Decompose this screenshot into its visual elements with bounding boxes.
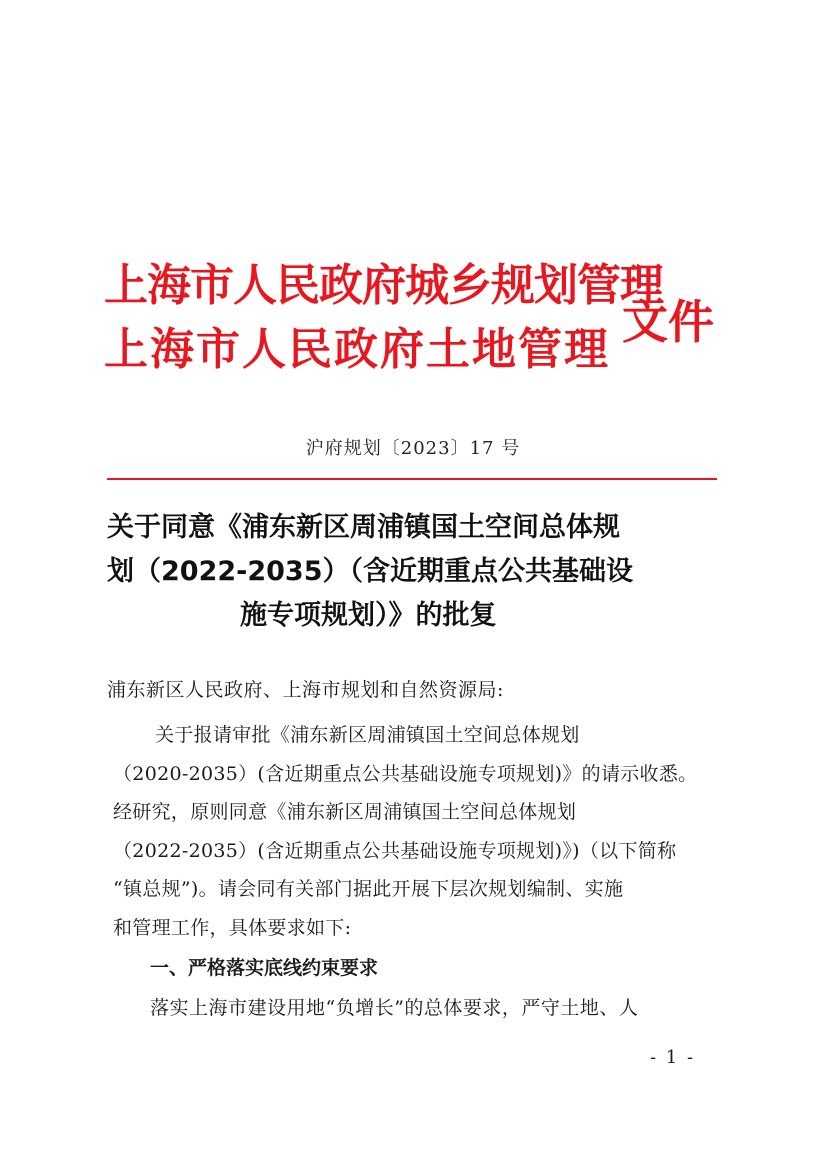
- issuer-line-1: 上海市人民政府城乡规划管理: [104, 260, 663, 311]
- doc-type-label: 文件: [622, 295, 714, 349]
- title-line-2: 划（2022-2035）（含近期重点公共基础设: [107, 556, 633, 587]
- page-number: - 1 -: [650, 1047, 696, 1068]
- document-header: [104, 258, 724, 388]
- body-line: 经研究，原则同意《浦东新区周浦镇国土空间总体规划: [113, 801, 577, 823]
- title-line-1: 关于同意《浦东新区周浦镇国土空间总体规: [107, 512, 620, 543]
- body-paragraph: [113, 716, 723, 947]
- body-line: （2022-2035）(含近期重点公共基础设施专项规划)》)（以下简称: [113, 839, 677, 862]
- document-number: 沪府规划〔2023〕17 号: [305, 438, 521, 459]
- title-line-3: 施专项规划）》的批复: [240, 600, 497, 631]
- red-divider: [107, 478, 717, 480]
- body-line: 关于报请审批《浦东新区周浦镇国土空间总体规划: [155, 724, 580, 746]
- issuer-line-2: 上海市人民政府土地管理: [104, 324, 610, 375]
- body-line: “镇总规”)。请会同有关部门据此开展下层次规划编制、实施: [113, 878, 624, 900]
- body-line: 和管理工作，具体要求如下:: [113, 916, 352, 939]
- body-line: （2020-2035）(含近期重点公共基础设施专项规划)》的请示收悉。: [113, 762, 698, 785]
- addressee: 浦东新区人民政府、上海市规划和自然资源局:: [107, 679, 504, 701]
- section-heading: 一、严格落实底线约束要求: [150, 957, 379, 979]
- document-title: [107, 506, 719, 638]
- section-paragraph: 落实上海市建设用地“负增长”的总体要求，严守土地、人: [150, 997, 639, 1019]
